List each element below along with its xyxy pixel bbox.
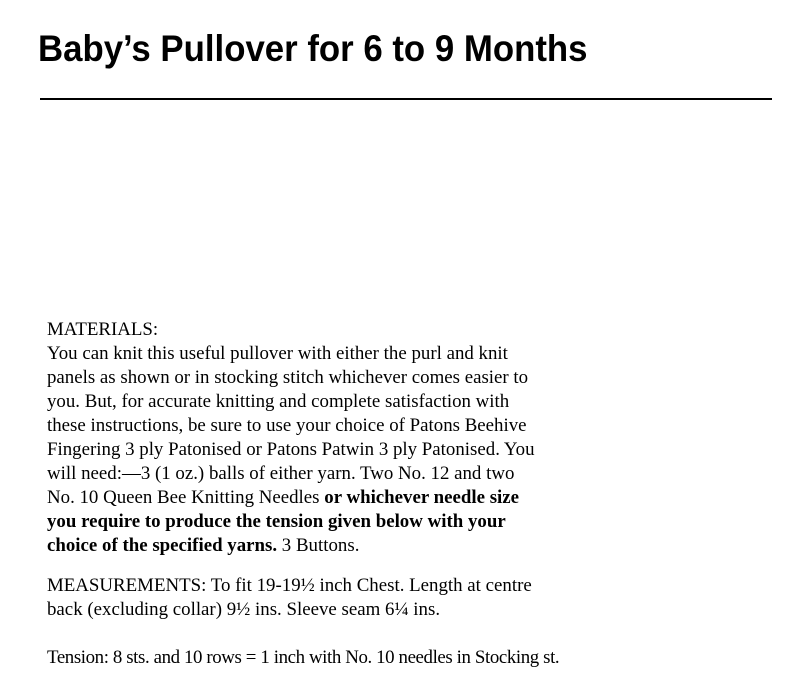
materials-line-2: panels as shown or in stocking stitch whichever comes easier to — [47, 367, 529, 388]
measurements-section — [47, 574, 787, 622]
needles-text: No. 10 Queen Bee Knitting Needles — [47, 487, 325, 508]
materials-line-1: You can knit this useful pullover with either the purl and knit — [47, 343, 508, 364]
measurements-line-2: back (excluding collar) 9½ ins. Sleeve seam 6¼ ins. — [47, 599, 441, 620]
materials-line-3: you. But, for accurate knitting and complete satisfaction with — [47, 391, 510, 412]
tension-section — [47, 646, 787, 670]
yarn-choice-note: choice of the specified yarns. — [47, 535, 278, 556]
materials-section — [47, 318, 787, 558]
measurements-line-1: MEASUREMENTS: To fit 19-19½ inch Chest. Length at centre — [47, 575, 532, 596]
materials-line-9 — [47, 534, 782, 558]
materials-line-5: Fingering 3 ply Patonised or Patons Patwin 3 ply Patonised. You — [47, 439, 535, 460]
tension-line: Tension: 8 sts. and 10 rows = 1 inch with No. 10 needles in Stocking st. — [47, 647, 560, 668]
page-title: Baby’s Pullover for 6 to 9 Months — [38, 28, 588, 69]
materials-line-8: you require to produce the tension given below with your — [47, 511, 506, 532]
title-divider — [40, 98, 772, 100]
needle-size-note: or whichever needle size — [324, 487, 520, 508]
buttons-text: 3 Buttons. — [277, 535, 360, 556]
materials-line-4: these instructions, be sure to use your choice of Patons Beehive — [47, 415, 527, 436]
materials-line-6: will need:—3 (1 oz.) balls of either yarn. Two No. 12 and two — [47, 463, 515, 484]
materials-heading: MATERIALS: — [47, 319, 159, 340]
materials-line-7 — [47, 486, 782, 510]
